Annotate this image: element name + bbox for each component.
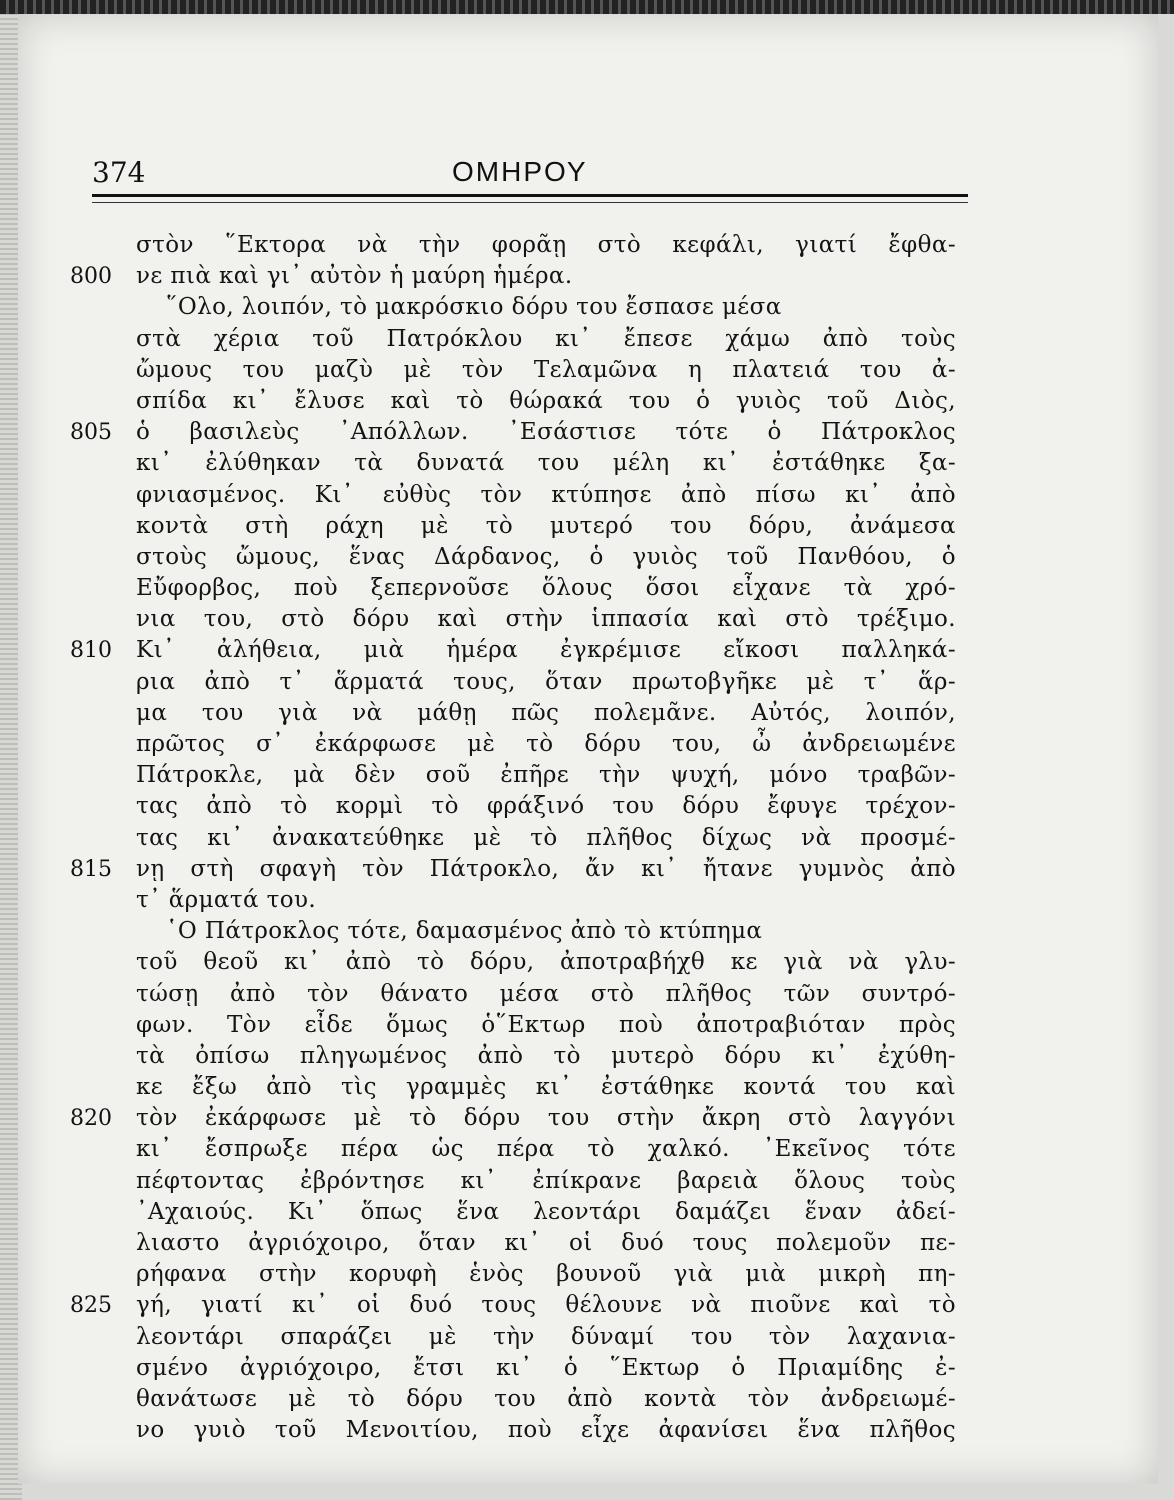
line-text: στὰ χέρια τοῦ Πατρόκλου κι᾽ ἔπεσε χάμω ἀπὸ τοὺς: [136, 325, 956, 352]
text-line: [70, 324, 970, 355]
text-line: [70, 635, 970, 666]
line-text: φνιασμένος. Κι᾽ εὐθὺς τὸν κτύπησε ἀπὸ πίσω κι᾽ ἀπὸ: [136, 481, 956, 508]
text-line: [70, 1072, 970, 1103]
text-line: [70, 386, 970, 417]
text-line: [70, 480, 970, 511]
line-number: 800: [70, 264, 112, 290]
line-text: ᾽Αχαιούς. Κι᾽ ὅπως ἕνα λεοντάρι δαμάζει ἕναν ἀδεί-: [136, 1198, 956, 1225]
header-rule-thin: [92, 202, 968, 203]
text-line: [70, 448, 970, 479]
line-text: Πάτροκλε, μὰ δὲν σοῦ ἐπῆρε τὴν ψυχή, μόνο τραβῶν-: [136, 762, 956, 789]
line-text: Εὔφορβος, ποὺ ξεπερνοῦσε ὅλους ὅσοι εἶχανε τὰ χρό-: [136, 575, 956, 602]
text-line: [70, 823, 970, 854]
line-number: 820: [70, 1106, 112, 1132]
line-text: τώσῃ ἀπὸ τὸν θάνατο μέσα στὸ πλῆθος τῶν συντρό-: [136, 980, 956, 1007]
line-text: θανάτωσε μὲ τὸ δόρυ του ἀπὸ κοντὰ τὸν ἀνδρειωμέ-: [136, 1385, 956, 1412]
header-rule: [92, 194, 968, 197]
line-text: τ᾽ ἅρματά του.: [136, 886, 317, 913]
text-line: [70, 1134, 970, 1165]
line-text: νε πιὰ καὶ γι᾽ αὐτὸν ἡ μαύρη ἡμέρα.: [136, 263, 573, 290]
line-text: σπίδα κι᾽ ἔλυσε καὶ τὸ θώρακά του ὁ γυιὸς τοῦ Διὸς,: [136, 387, 956, 414]
text-line: [70, 791, 970, 822]
text-line: [70, 1166, 970, 1197]
line-number: 810: [70, 638, 112, 664]
text-line: [70, 1259, 970, 1290]
text-line: [70, 355, 970, 386]
line-text: νο γυιὸ τοῦ Μενοιτίου, ποὺ εἶχε ἀφανίσει ἕνα πλῆθος: [136, 1417, 956, 1444]
line-text: νια του, στὸ δόρυ καὶ στὴν ἱππασία καὶ στὸ τρέξιμο.: [136, 606, 956, 633]
text-line: [70, 979, 970, 1010]
text-line: [70, 230, 970, 261]
top-binding-edge: [0, 0, 1174, 14]
text-line: [70, 1415, 970, 1446]
line-text: ρήφανα στὴν κορυφὴ ἑνὸς βουνοῦ γιὰ μιὰ μικρὴ πη-: [136, 1261, 956, 1288]
line-text: τοῦ θεοῦ κι᾽ ἀπὸ τὸ δόρυ, ἀποτραβήχθ κε γιὰ νὰ γλυ-: [136, 949, 956, 976]
line-text: τας κι᾽ ἀνακατεύθηκε μὲ τὸ πλῆθος δίχως νὰ προσμέ-: [136, 824, 956, 851]
line-text: κι᾽ ἐλύθηκαν τὰ δυνατά του μέλη κι᾽ ἐστάθηκε ξα-: [136, 450, 956, 477]
line-text: τὰ ὀπίσω πληγωμένος ἀπὸ τὸ μυτερὸ δόρυ κι᾽ ἐχύθη-: [136, 1042, 956, 1069]
text-line: [70, 573, 970, 604]
text-line: [70, 511, 970, 542]
line-number: 825: [70, 1293, 112, 1319]
text-line: [70, 1197, 970, 1228]
line-text: τας ἀπὸ τὸ κορμὶ τὸ φράξινό του δόρυ ἔφυγε τρέχον-: [136, 793, 956, 820]
text-line: [70, 292, 970, 323]
body-text: [70, 230, 970, 1446]
text-line: [70, 885, 970, 916]
line-text: φων. Τὸν εἶδε ὅμως ὁ῞Εκτωρ ποὺ ἀποτραβιόταν πρὸς: [136, 1011, 956, 1038]
line-text: λιαστο ἀγριόχοιρο, ὅταν κι᾽ οἱ δυό τους πολεμοῦν πε-: [136, 1230, 956, 1256]
line-number: 805: [70, 420, 112, 446]
line-text: γή, γιατί κι᾽ οἱ δυό τους θέλουνε νὰ πιοῦνε καὶ τὸ: [136, 1292, 956, 1319]
line-text: Κι᾽ ἀλήθεια, μιὰ ἡμέρα ἐγκρέμισε εἴκοσι παλληκά-: [136, 637, 956, 664]
text-line: [70, 916, 970, 947]
line-text: σμένο ἀγριόχοιρο, ἔτσι κι᾽ ὁ ῞Εκτωρ ὁ Πριαμίδης ἐ-: [136, 1354, 956, 1381]
running-title: ΟΜΗΡΟΥ: [452, 156, 588, 187]
text-line: [70, 604, 970, 635]
text-line: [70, 261, 970, 292]
text-line: [70, 854, 970, 885]
line-text: ὁ βασιλεὺς ᾽Απόλλων. ᾽Εσάστισε τότε ὁ Πάτροκλος: [136, 419, 956, 446]
page-header: [92, 150, 968, 196]
page-number: 374: [92, 156, 146, 189]
line-number: 815: [70, 856, 112, 882]
line-text: ῾Ο Πάτροκλος τότε, δαμασμένος ἀπὸ τὸ κτύπημα: [166, 918, 763, 945]
text-line: [70, 729, 970, 760]
text-line: [70, 1010, 970, 1041]
text-line: [70, 1228, 970, 1259]
text-line: [70, 1290, 970, 1321]
line-text: ῞Ολο, λοιπόν, τὸ μακρόσκιο δόρυ του ἔσπασε μέσα: [166, 294, 782, 321]
line-text: μα του γιὰ νὰ μάθῃ πῶς πολεμᾶνε. Αὐτός, λοιπόν,: [136, 699, 956, 726]
text-line: [70, 667, 970, 698]
line-text: στοὺς ὤμους, ἕνας Δάρδανος, ὁ γυιὸς τοῦ Πανθόου, ὁ: [136, 543, 956, 570]
line-text: ρια ἀπὸ τ᾽ ἅρματά τους, ὅταν πρωτοβγῆκε μὲ τ᾽ ἅρ-: [136, 668, 956, 695]
line-text: στὸν ῞Εκτορα νὰ τὴν φορᾶῃ στὸ κεφάλι, γιατί ἔφθα-: [136, 232, 956, 258]
line-text: πέφτοντας ἐβρόντησε κι᾽ ἐπίκρανε βαρειὰ ὅλους τοὺς: [136, 1167, 956, 1194]
line-text: ὤμους του μαζὺ μὲ τὸν Τελαμῶνα η πλατειά του ἀ-: [136, 356, 956, 383]
line-text: κοντὰ στὴ ράχη μὲ τὸ μυτερό του δόρυ, ἀνάμεσα: [136, 512, 956, 539]
line-text: κε ἔξω ἀπὸ τὶς γραμμὲς κι᾽ ἐστάθηκε κοντά του καὶ: [136, 1074, 956, 1101]
text-line: [70, 417, 970, 448]
text-line: [70, 1103, 970, 1134]
text-line: [70, 698, 970, 729]
text-line: [70, 1322, 970, 1353]
line-text: νῃ στὴ σφαγὴ τὸν Πάτροκλο, ἄν κι᾽ ἤτανε γυμνὸς ἀπὸ: [136, 855, 956, 882]
text-line: [70, 1384, 970, 1415]
line-text: κι᾽ ἔσπρωξε πέρα ὡς πέρα τὸ χαλκό. ᾽Εκεῖνος τότε: [136, 1136, 956, 1163]
line-text: πρῶτος σ᾽ ἐκάρφωσε μὲ τὸ δόρυ του, ὦ ἀνδρειωμένε: [136, 731, 956, 757]
line-text: λεοντάρι σπαράζει μὲ τὴν δύναμί του τὸν λαχανια-: [136, 1323, 956, 1350]
line-text: τὸν ἐκάρφωσε μὲ τὸ δόρυ του στὴν ἄκρη στὸ λαγγόνι: [136, 1105, 956, 1132]
text-line: [70, 947, 970, 978]
text-line: [70, 760, 970, 791]
text-line: [70, 1353, 970, 1384]
text-line: [70, 542, 970, 573]
text-line: [70, 1041, 970, 1072]
